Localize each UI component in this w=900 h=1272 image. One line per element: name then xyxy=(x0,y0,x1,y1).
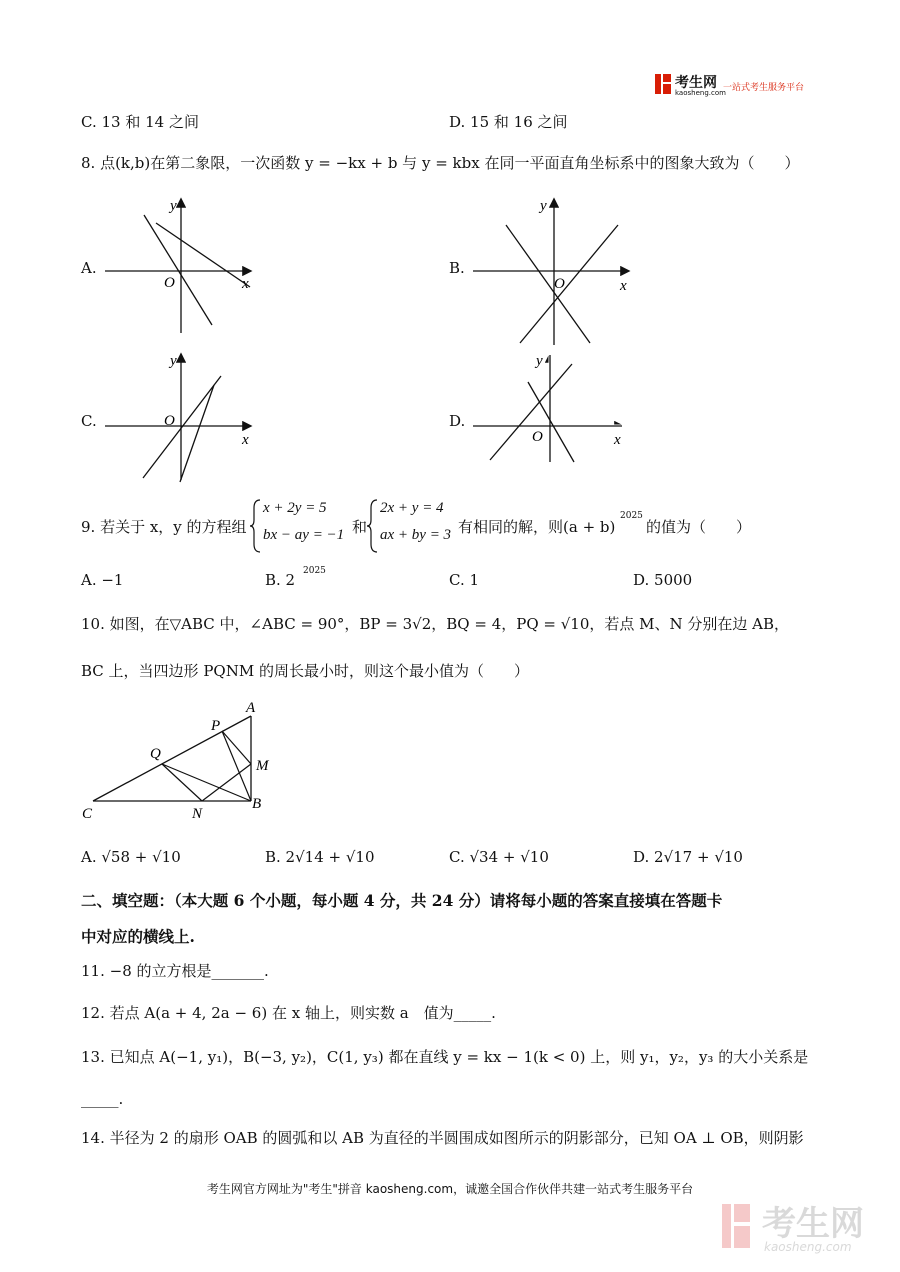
label-a: A xyxy=(246,700,256,716)
line-1 xyxy=(143,376,221,478)
seg-mp xyxy=(222,731,251,764)
q7-option-d: D. 15 和 16 之间 xyxy=(449,113,568,131)
origin-label: O xyxy=(164,275,175,291)
watermark-sub: kaosheng.com xyxy=(764,1240,852,1254)
q9-stem-c: 的值为（ ） xyxy=(646,518,752,536)
watermark-text: 考生网 xyxy=(762,1204,864,1244)
seg-qn xyxy=(162,764,202,801)
q9-brace-2 xyxy=(367,498,379,554)
origin-label: O xyxy=(554,276,565,292)
q9-option-c: C. 1 xyxy=(449,571,480,589)
q9-stem-b: 有相同的解，则(a + b) xyxy=(458,518,616,536)
q10-option-b: B. 2√14 + √10 xyxy=(265,848,375,866)
q7-option-c: C. 13 和 14 之间 xyxy=(81,113,199,131)
q8-graph-d xyxy=(470,350,640,470)
line-1 xyxy=(506,225,590,343)
label-b: B xyxy=(252,796,262,812)
header-slogan: 一站式考生服务平台 xyxy=(723,83,805,93)
x-label: x xyxy=(614,432,621,448)
label-q: Q xyxy=(150,746,161,762)
q9-sys1-eq1: x + 2y = 5 xyxy=(263,500,327,516)
q10-figure xyxy=(78,698,288,826)
q9-and: 和 xyxy=(352,518,368,536)
q9-sys1-eq2: bx − ay = −1 xyxy=(263,527,345,543)
q8-label-c: C. xyxy=(81,412,97,430)
q9-option-b-exp: 2025 xyxy=(303,566,326,576)
q8-graph-b xyxy=(470,195,640,350)
line-2 xyxy=(520,225,618,343)
line-1 xyxy=(144,215,212,325)
logo-text: 考生网 xyxy=(675,75,717,91)
section2-heading-line2: 中对应的横线上. xyxy=(81,927,195,946)
y-label: y xyxy=(170,353,177,369)
q14: 14. 半径为 2 的扇形 OAB 的圆弧和以 AB 为直径的半圆围成如图所示的阴影部分，已知 OA ⊥ OB，则阴影 xyxy=(81,1129,804,1147)
q12: 12. 若点 A(a + 4, 2a − 6) 在 x 轴上，则实数 a 值为_____. xyxy=(81,1004,496,1022)
q8-graph-c xyxy=(100,350,270,485)
x-label: x xyxy=(242,276,249,292)
header-logo xyxy=(655,70,820,104)
q13-line1: 13. 已知点 A(−1, y₁)，B(−3, y₂)，C(1, y₃) 都在直线 y = kx − 1(k < 0) 上，则 y₁，y₂，y₃ 的大小关系是 xyxy=(81,1048,809,1066)
q9-option-d: D. 5000 xyxy=(633,571,693,589)
q9-sys2-eq1: 2x + y = 4 xyxy=(380,500,444,516)
x-label: x xyxy=(620,278,627,294)
q11: 11. −8 的立方根是_______. xyxy=(81,962,269,980)
watermark-logo-icon xyxy=(722,1204,756,1252)
q9-sys2-eq2: ax + by = 3 xyxy=(380,527,452,543)
label-p: P xyxy=(211,718,221,734)
logo-sub: kaosheng.com xyxy=(675,89,726,97)
q8-label-d: D. xyxy=(449,412,466,430)
q8-label-a: A. xyxy=(81,259,97,277)
q10-line1: 10. 如图，在▽ABC 中，∠ABC = 90°，BP = 3√2，BQ = 4，PQ = √10，若点 M、N 分别在边 AB， xyxy=(81,615,790,633)
footer: 考生网官方网址为"考生"拼音 kaosheng.com，诚邀全国合作伙伴共建一站式考生服务平台 xyxy=(206,1182,694,1196)
y-label: y xyxy=(540,198,547,214)
q8-stem: 8. 点(k,b)在第二象限，一次函数 y = −kx + b 与 y = kbx 在同一平面直角坐标系中的图象大致为（ ） xyxy=(81,154,800,172)
label-c: C xyxy=(82,806,93,822)
q9-stem-a: 9. 若关于 x，y 的方程组 xyxy=(81,518,247,536)
label-m: M xyxy=(256,758,269,774)
q10-option-c: C. √34 + √10 xyxy=(449,848,549,866)
q9-exponent: 2025 xyxy=(620,511,643,521)
origin-label: O xyxy=(532,429,543,445)
q13-line2: _____. xyxy=(81,1090,124,1108)
q9-brace-1 xyxy=(250,498,262,554)
line-2 xyxy=(528,382,574,462)
y-label: y xyxy=(170,198,177,214)
q10-line2: BC 上，当四边形 PQNM 的周长最小时，则这个最小值为（ ） xyxy=(81,662,529,680)
q10-option-d: D. 2√17 + √10 xyxy=(633,848,743,866)
line-2 xyxy=(180,385,214,482)
origin-label: O xyxy=(164,413,175,429)
q8-label-b: B. xyxy=(449,259,465,277)
y-label: y xyxy=(536,353,543,369)
q9-option-a: A. −1 xyxy=(81,571,124,589)
q10-option-a: A. √58 + √10 xyxy=(81,848,181,866)
q9-option-b: B. 2 xyxy=(265,571,296,589)
label-n: N xyxy=(192,806,203,822)
q8-graph-a xyxy=(100,195,270,340)
line-1 xyxy=(490,364,572,460)
section2-heading-line1: 二、填空题：（本大题 6 个小题，每小题 4 分，共 24 分）请将每小题的答案直接填在答题卡 xyxy=(81,891,723,910)
side-ca xyxy=(93,716,251,801)
x-label: x xyxy=(242,432,249,448)
